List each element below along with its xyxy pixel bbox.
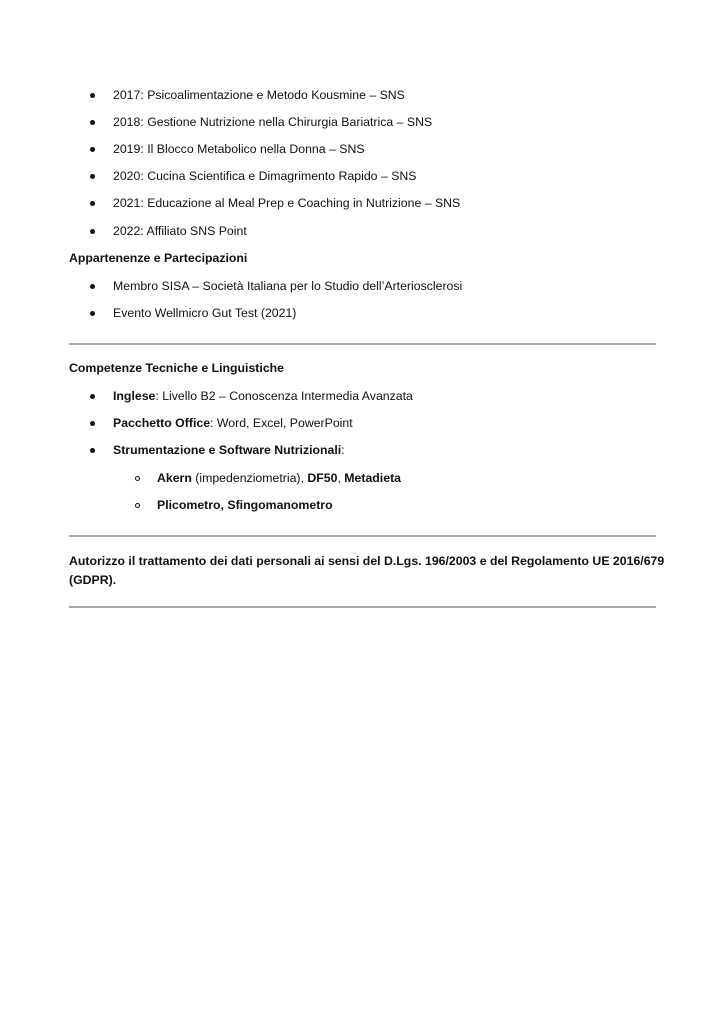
- sub-list-item: [157, 470, 401, 486]
- english-label: Inglese: [113, 389, 156, 403]
- list-item: 2020: Cucina Scientifica e Dimagrimento Rapido – SNS: [113, 169, 417, 183]
- bullet-icon: [90, 201, 95, 206]
- colon: :: [341, 443, 345, 457]
- divider: [69, 535, 656, 537]
- divider: [69, 343, 656, 345]
- bullet-icon: [90, 120, 95, 125]
- akern: Akern: [157, 471, 192, 485]
- bullet-icon: [90, 93, 95, 98]
- office-value: : Word, Excel, PowerPoint: [210, 416, 353, 430]
- bullet-icon: [90, 174, 95, 179]
- list-item: [113, 415, 353, 431]
- bullet-icon: [90, 229, 95, 234]
- circle-bullet-icon: [135, 503, 140, 508]
- list-item: 2022: Affiliato SNS Point: [113, 224, 247, 238]
- english-value: : Livello B2 – Conoscenza Intermedia Avanzata: [155, 389, 413, 403]
- list-item: 2021: Educazione al Meal Prep e Coaching in Nutrizione – SNS: [113, 196, 461, 210]
- bullet-icon: [90, 421, 95, 426]
- bullet-icon: [90, 394, 95, 399]
- sub-list-item: Plicometro, Sfingomanometro: [157, 498, 333, 512]
- list-item: Membro SISA – Società Italiana per lo Studio dell’Arteriosclerosi: [113, 279, 463, 293]
- list-item: [113, 388, 413, 404]
- tools-label: Strumentazione e Software Nutrizionali: [113, 443, 342, 457]
- bullet-icon: [90, 311, 95, 316]
- bullet-icon: [90, 448, 95, 453]
- list-item: Evento Wellmicro Gut Test (2021): [113, 306, 297, 320]
- divider: [69, 606, 656, 608]
- list-item: 2017: Psicoalimentazione e Metodo Kousmine – SNS: [113, 88, 405, 102]
- office-label: Pacchetto Office: [113, 416, 211, 430]
- sep: ,: [337, 471, 345, 485]
- bullet-icon: [90, 147, 95, 152]
- df50: DF50: [307, 471, 338, 485]
- memberships-heading: Appartenenze e Partecipazioni: [69, 251, 248, 265]
- list-item: 2018: Gestione Nutrizione nella Chirurgia Bariatrica – SNS: [113, 115, 433, 129]
- akern-note: (impedenziometria),: [191, 471, 308, 485]
- metadieta: Metadieta: [344, 471, 401, 485]
- privacy-line-1: Autorizzo il trattamento dei dati personali ai sensi del D.Lgs. 196/2003 e del Regolamento UE 2016/679: [69, 554, 665, 568]
- list-item: 2019: Il Blocco Metabolico nella Donna – SNS: [113, 142, 365, 156]
- bullet-icon: [90, 284, 95, 289]
- list-item: [113, 442, 345, 458]
- privacy-line-2: (GDPR).: [69, 573, 117, 587]
- skills-heading: Competenze Tecniche e Linguistiche: [69, 361, 285, 375]
- circle-bullet-icon: [135, 476, 140, 481]
